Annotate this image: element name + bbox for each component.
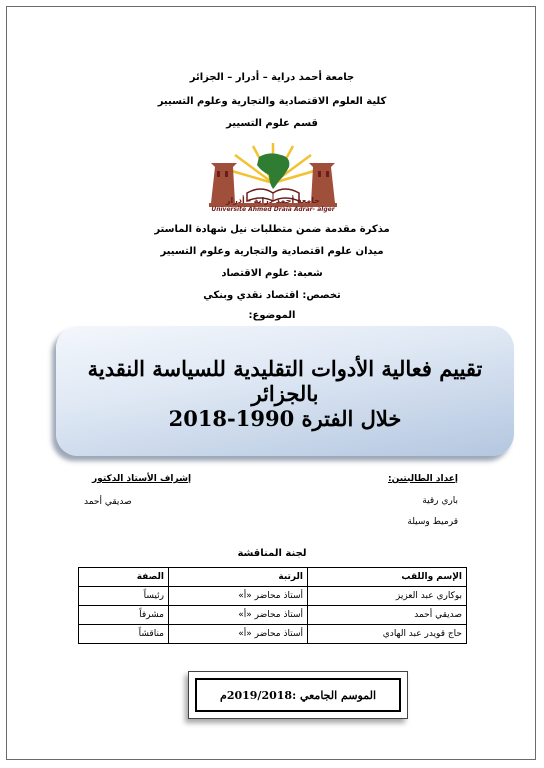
africa-map-icon — [257, 153, 289, 189]
supervisor-name: صديقي أحمد — [84, 497, 132, 507]
table-row — [79, 587, 467, 606]
thesis-title-line-2: خلال الفترة 1990-2018 — [168, 406, 402, 431]
thesis-field: ميدان علوم اقتصادية والتجارية وعلوم التسيير — [160, 246, 384, 257]
thesis-branch: شعبة: علوم الاقتصاد — [221, 268, 323, 279]
university-name: جامعة أحمد دراية – أدرار – الجزائر — [189, 72, 355, 83]
academic-year-box — [188, 671, 408, 719]
department-name: قسم علوم التسيير — [226, 118, 318, 129]
col-header-rank: الرتبة — [169, 568, 308, 587]
student-name-2: قرميط وسيلة — [407, 517, 458, 527]
jury-table — [78, 567, 467, 644]
jury-member-role: مشرفاً — [79, 606, 169, 625]
jury-member-name: بوكاري عبد العزيز — [308, 587, 467, 606]
thesis-title-box — [56, 326, 514, 456]
logo-caption-arabic: جامعة أحمد دراية - أدرار — [225, 196, 321, 205]
logo-caption — [203, 196, 343, 214]
students-label: إعداد الطالبتين: — [388, 474, 458, 484]
col-header-role: الصفة — [79, 568, 169, 587]
jury-member-rank: أستاذ محاضر «أ» — [169, 625, 308, 644]
jury-member-role: رئيساً — [79, 587, 169, 606]
table-row — [79, 625, 467, 644]
thesis-title-line-1: تقييم فعالية الأدوات التقليدية للسياسة النقدية بالجزائر — [87, 356, 483, 406]
jury-member-rank: أستاذ محاضر «أ» — [169, 587, 308, 606]
col-header-name: الإسم واللقب — [308, 568, 467, 587]
academic-year: الموسم الجامعي :2019/2018م — [195, 678, 401, 712]
jury-member-role: مناقشاً — [79, 625, 169, 644]
jury-member-rank: أستاذ محاضر «أ» — [169, 606, 308, 625]
jury-member-name: حاج قويدر عبد الهادي — [308, 625, 467, 644]
thesis-specialty: تخصص: اقتصاد نقدي وبنكي — [203, 290, 341, 301]
jury-member-name: صديقي أحمد — [308, 606, 467, 625]
faculty-name: كلية العلوم الاقتصادية والتجارية وعلوم التسيير — [157, 96, 387, 107]
supervisor-label: إشراف الأستاذ الدكتور — [92, 474, 192, 484]
thesis-purpose: مذكرة مقدمة ضمن متطلبات نيل شهادة الماستر — [154, 224, 390, 235]
jury-title: لجنة المناقشة — [237, 548, 307, 559]
logo-caption-latin: Université Ahmed Draia Adrar- alger — [211, 206, 335, 213]
subject-label: الموضوع: — [248, 310, 296, 321]
student-name-1: باري رقية — [422, 496, 458, 506]
jury-table-header — [79, 568, 467, 587]
table-row — [79, 606, 467, 625]
